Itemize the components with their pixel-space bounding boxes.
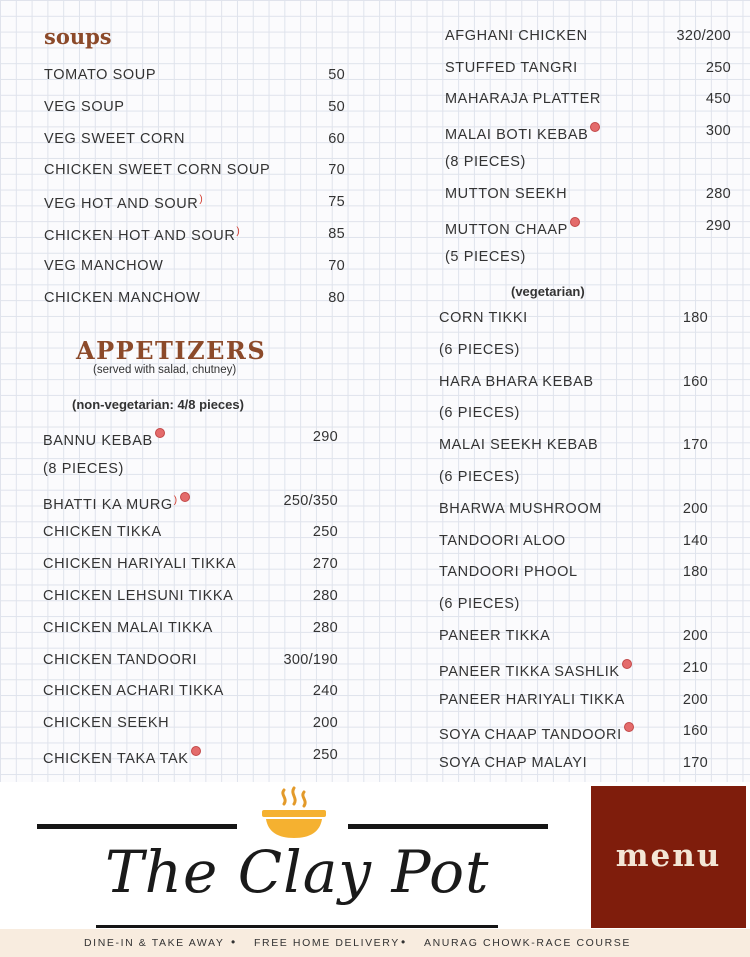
menu-item-price: 170 xyxy=(682,437,708,454)
menu-item-price: 250 xyxy=(705,59,731,76)
menu-item xyxy=(439,342,708,364)
menu-item xyxy=(439,755,708,777)
menu-item xyxy=(44,131,345,153)
menu-item-price: 270 xyxy=(312,556,338,573)
menu-item-name: (6 PIECES) xyxy=(439,405,520,422)
menu-item xyxy=(43,588,338,610)
chili-icon: ) xyxy=(236,226,241,237)
chef-badge-icon xyxy=(570,217,580,227)
menu-item-name: (8 PIECES) xyxy=(445,154,526,171)
menu-item-price: 280 xyxy=(312,619,338,636)
nonveg-label: (non-vegetarian: 4/8 pieces) xyxy=(72,397,244,412)
menu-item xyxy=(43,683,338,705)
menu-item-name: CHICKEN TIKKA xyxy=(43,524,162,541)
menu-box xyxy=(591,786,746,928)
menu-item-price: 280 xyxy=(705,186,731,202)
chili-icon: ) xyxy=(199,194,204,206)
menu-item-name: CORN TIKKI xyxy=(439,310,528,326)
menu-item xyxy=(43,524,338,546)
menu-item-name: (6 PIECES) xyxy=(439,596,520,613)
menu-item-price: 250 xyxy=(312,524,338,541)
menu-item xyxy=(445,249,731,271)
menu-item-name: (6 PIECES) xyxy=(439,341,520,358)
separator-dot: • xyxy=(401,935,406,949)
chef-badge-icon xyxy=(590,122,600,132)
menu-item-name: VEG SOUP xyxy=(44,98,125,115)
logo-rule-right xyxy=(348,824,548,829)
chef-badge-icon xyxy=(624,722,634,732)
menu-item-price: 140 xyxy=(682,532,708,549)
menu-item xyxy=(44,290,345,312)
menu-item-price: 250 xyxy=(312,747,338,763)
menu-item-name: CHICKEN ACHARI TIKKA xyxy=(43,683,224,700)
menu-item-price: 320/200 xyxy=(676,28,731,44)
menu-item xyxy=(43,747,338,769)
menu-item xyxy=(445,60,731,82)
menu-item-name: HARA BHARA KEBAB xyxy=(439,373,594,390)
menu-item xyxy=(43,715,338,737)
menu-item-price: 70 xyxy=(328,162,345,179)
menu-item-price: 300 xyxy=(705,122,731,139)
menu-item-price: 450 xyxy=(705,91,731,108)
menu-item xyxy=(44,226,345,248)
chef-badge-icon xyxy=(180,492,190,502)
menu-item-name: BANNU KEBAB xyxy=(43,429,165,449)
menu-item xyxy=(43,556,338,578)
veg-label: (vegetarian) xyxy=(511,284,585,299)
menu-item-price: 160 xyxy=(682,373,708,390)
steam-line-icon xyxy=(303,792,305,806)
menu-item-name: MALAI BOTI KEBAB xyxy=(445,123,600,143)
menu-item xyxy=(44,99,345,121)
tagline-location: ANURAG CHOWK-RACE COURSE xyxy=(424,937,631,949)
menu-item xyxy=(439,374,708,396)
menu-item-name: MAHARAJA PLATTER xyxy=(445,91,601,108)
menu-item xyxy=(439,533,708,555)
menu-item xyxy=(439,405,708,427)
logo-rule-bottom xyxy=(96,925,498,928)
menu-item-price: 210 xyxy=(682,659,708,676)
steam-line-icon xyxy=(283,790,285,804)
steaming-bowl-icon xyxy=(254,786,334,846)
menu-item xyxy=(43,652,338,674)
menu-item xyxy=(439,628,708,650)
menu-item xyxy=(44,162,345,184)
menu-item-name: BHATTI KA MURG) xyxy=(43,493,190,513)
menu-item-price: 85 xyxy=(328,226,345,242)
menu-item-name: TANDOORI ALOO xyxy=(439,532,566,549)
menu-item-price: 200 xyxy=(682,691,708,708)
menu-item xyxy=(445,154,731,176)
menu-item-price: 50 xyxy=(328,98,345,115)
menu-item xyxy=(445,91,731,113)
menu-item-price: 60 xyxy=(328,130,345,147)
menu-item-name: SOYA CHAAP TANDOORI xyxy=(439,723,634,743)
menu-item-name: STUFFED TANGRI xyxy=(445,59,578,76)
menu-item-price: 75 xyxy=(328,194,345,211)
menu-item-price: 70 xyxy=(328,257,345,274)
soups-heading: soups xyxy=(44,24,112,49)
menu-item-name: PANEER TIKKA SASHLIK xyxy=(439,660,632,680)
menu-item-name: AFGHANI CHICKEN xyxy=(445,28,588,44)
menu-item xyxy=(439,564,708,586)
menu-item-name: (5 PIECES) xyxy=(445,249,526,266)
menu-item xyxy=(445,186,731,208)
menu-item-price: 180 xyxy=(682,310,708,326)
menu-item xyxy=(43,493,338,515)
menu-item xyxy=(43,620,338,642)
menu-item-name: MALAI SEEKH KEBAB xyxy=(439,437,599,454)
logo-rule-left xyxy=(37,824,237,829)
menu-item xyxy=(439,310,708,332)
menu-item-name: CHICKEN TAKA TAK xyxy=(43,747,201,767)
menu-item xyxy=(44,67,345,89)
menu-item-price: 80 xyxy=(328,289,345,306)
menu-item-price: 180 xyxy=(682,564,708,581)
menu-item-name: CHICKEN HARIYALI TIKKA xyxy=(43,556,237,573)
menu-item xyxy=(445,28,731,50)
menu-item-name: VEG SWEET CORN xyxy=(44,130,186,147)
menu-item xyxy=(44,258,345,280)
menu-item-name: CHICKEN TANDOORI xyxy=(43,651,198,668)
chef-badge-icon xyxy=(191,746,201,756)
menu-item-name: CHICKEN HOT AND SOUR) xyxy=(44,226,241,244)
chili-icon: ) xyxy=(173,494,178,506)
menu-item-price: 200 xyxy=(682,500,708,517)
menu-item xyxy=(44,194,345,216)
menu-item-name: SOYA CHAP MALAYI xyxy=(439,755,588,772)
menu-item xyxy=(439,437,708,459)
chef-badge-icon xyxy=(622,659,632,669)
menu-item-price: 240 xyxy=(312,683,338,700)
menu-item-name: CHICKEN MANCHOW xyxy=(44,289,201,306)
appetizers-subtitle: (served with salad, chutney) xyxy=(93,364,237,376)
appetizers-heading: APPETIZERS xyxy=(76,336,267,365)
menu-item xyxy=(439,469,708,491)
menu-label: menu xyxy=(615,838,722,874)
menu-item-price: 50 xyxy=(328,67,345,83)
separator-dot: • xyxy=(231,935,236,949)
menu-item-name: CHICKEN SEEKH xyxy=(43,715,170,732)
menu-item-price: 160 xyxy=(682,723,708,740)
logo-text: The Clay Pot xyxy=(105,838,490,906)
menu-item xyxy=(43,429,338,451)
menu-item xyxy=(439,596,708,618)
menu-item-price: 290 xyxy=(705,217,731,234)
menu-item-name: CHICKEN SWEET CORN SOUP xyxy=(44,162,271,179)
menu-item-price: 250/350 xyxy=(283,492,338,509)
menu-item-name: VEG MANCHOW xyxy=(44,257,164,274)
chef-badge-icon xyxy=(155,428,165,438)
menu-item-name: MUTTON CHAAP xyxy=(445,218,580,238)
menu-item-name: TANDOORI PHOOL xyxy=(439,564,578,581)
menu-item-name: (6 PIECES) xyxy=(439,469,520,485)
menu-item-price: 170 xyxy=(682,755,708,772)
menu-item xyxy=(445,218,731,240)
menu-item-name: CHICKEN MALAI TIKKA xyxy=(43,619,213,636)
menu-item-price: 280 xyxy=(312,588,338,604)
tagline-dine-in: DINE-IN & TAKE AWAY xyxy=(84,937,225,949)
steam-line-icon xyxy=(293,788,295,804)
menu-item-price: 200 xyxy=(682,628,708,644)
menu-item-price: 200 xyxy=(312,715,338,732)
menu-item xyxy=(43,461,338,483)
menu-item-price: 290 xyxy=(312,429,338,445)
menu-item-name: TOMATO SOUP xyxy=(44,67,157,83)
menu-item-name: VEG HOT AND SOUR) xyxy=(44,194,204,213)
menu-item-name: PANEER HARIYALI TIKKA xyxy=(439,691,625,708)
menu-item xyxy=(445,123,731,145)
menu-item xyxy=(439,660,708,682)
menu-item xyxy=(439,692,708,714)
menu-item-name: (8 PIECES) xyxy=(43,460,124,477)
menu-item-name: MUTTON SEEKH xyxy=(445,186,568,202)
menu-item-name: CHICKEN LEHSUNI TIKKA xyxy=(43,588,234,604)
menu-item-price: 300/190 xyxy=(283,651,338,668)
menu-item-name: PANEER TIKKA xyxy=(439,628,551,644)
tagline-delivery: FREE HOME DELIVERY xyxy=(254,937,400,949)
menu-item xyxy=(439,723,708,745)
menu-item xyxy=(439,501,708,523)
menu-item-name: BHARWA MUSHROOM xyxy=(439,500,602,517)
